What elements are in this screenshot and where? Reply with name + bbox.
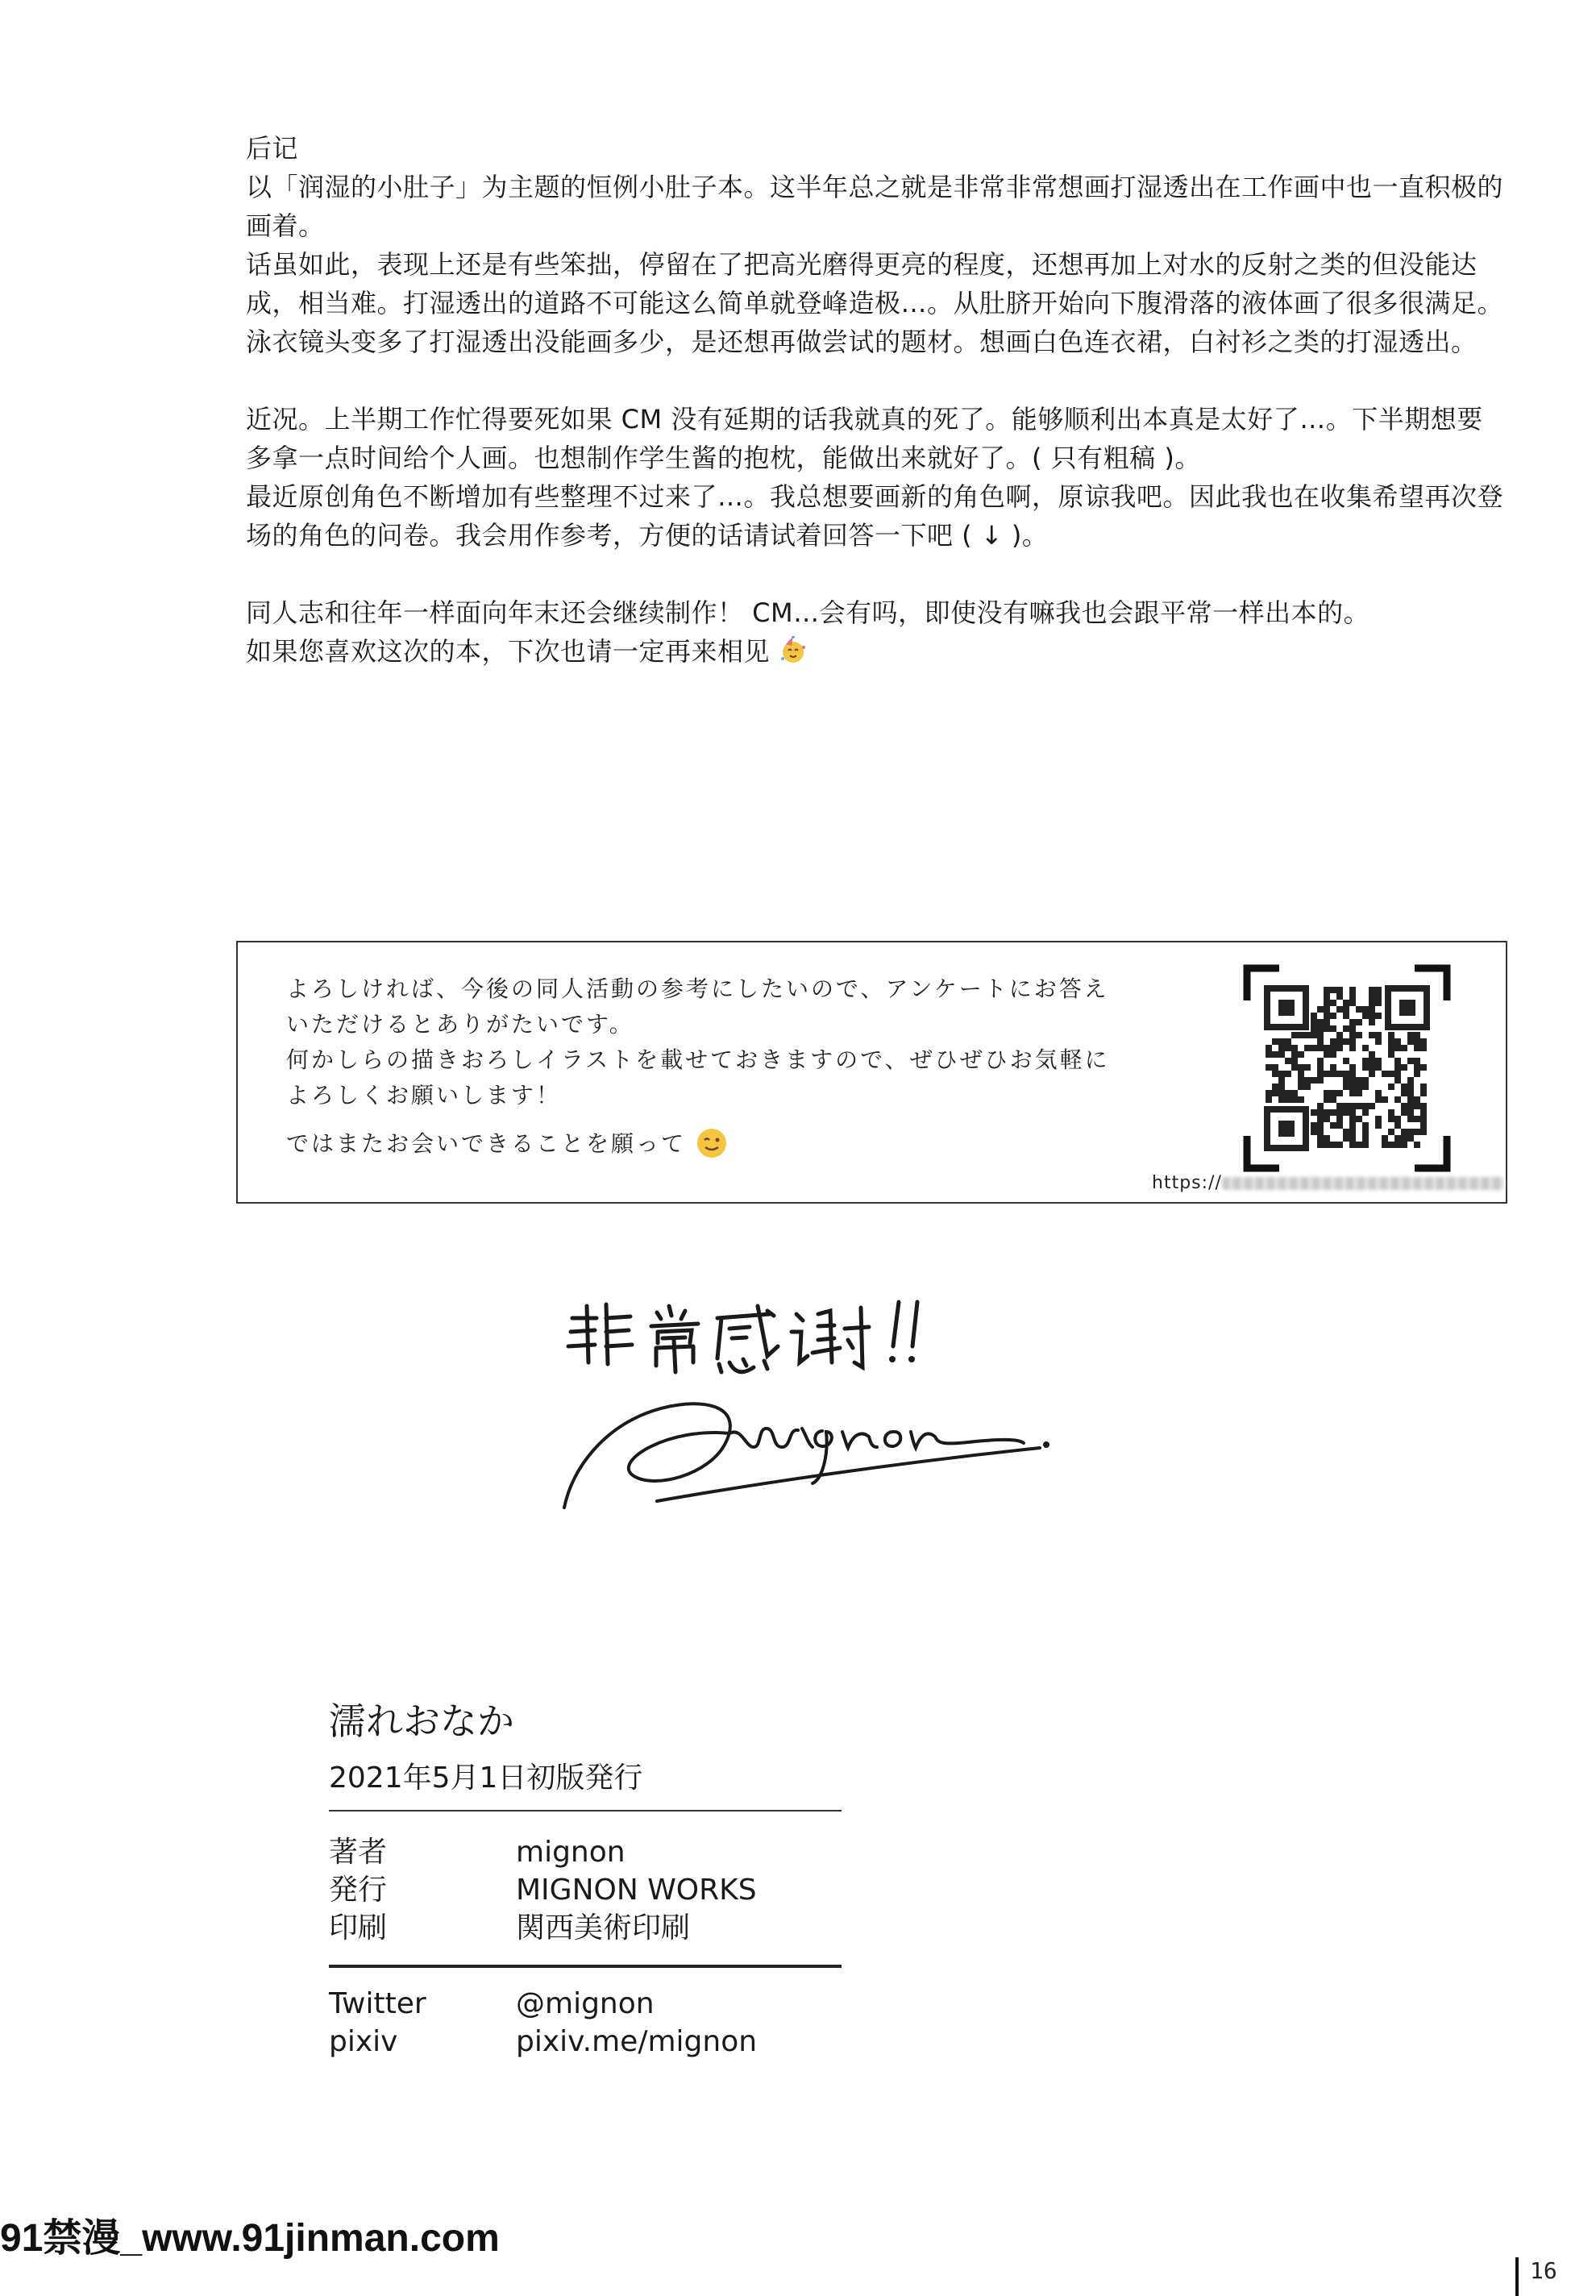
afterword-closing [246,632,1503,671]
afterword [246,129,1503,671]
handwritten-signature [556,1282,1169,1524]
survey-line: よろしければ、今後の同人活動の参考にしたいので、アンケートにお答え [286,975,1109,1002]
colophon-link-row [329,1986,655,2023]
divider [329,1965,842,1968]
qr-code-icon[interactable] [1243,964,1451,1172]
colophon-label: 印刷 [329,1911,388,1945]
pixiv-link[interactable]: pixiv.me/mignon [516,2025,758,2058]
colophon-row [329,1872,757,1909]
afterword-paragraph: 话虽如此，表现上还是有些笨拙，停留在了把高光磨得更亮的程度，还想再加上对水的反射之类的但没能达成，相当难。打湿透出的道路不可能这么简单就登峰造极…。从肚脐开始向下腹滑落的液体画了很多很满足。 [246,249,1504,318]
survey-closing-text: ではまたお会いできることを願って [286,1130,687,1157]
afterword-paragraph: 泳衣镜头变多了打湿透出没能画多少，是还想再做尝试的题材。想画白色连衣裙，白衬衫之类的打湿透出。 [246,327,1478,357]
colophon-label: 発行 [329,1874,388,1907]
afterword-heading: 后记 [246,133,299,164]
colophon-label: pixiv [329,2025,398,2058]
party-face-icon [779,636,808,665]
afterword-paragraph: 以「润湿的小肚子」为主题的恒例小肚子本。这半年总之就是非常非常想画打湿透出在工作画中也一直积极的画着。 [246,172,1504,241]
page-marker [1515,2257,1519,2296]
colophon-row [329,1834,626,1871]
afterword-paragraph: 近况。上半期工作忙得要死如果 CM 没有延期的话我就真的死了。能够顺利出本真是太好了…。下半期想要多拿一点时间给个人画。也想制作学生酱的抱枕，能做出来就好了。( 只有粗稿 )。 [246,404,1483,473]
colophon-value: 関西美術印刷 [516,1911,691,1945]
survey-url[interactable] [1152,1173,1504,1193]
afterword-paragraph: 同人志和往年一样面向年末还会继续制作！ CM…会有吗，即使没有嘛我也会跟平常一样出本的。 [246,597,1370,628]
page-number: 16 [1530,2257,1557,2284]
survey-url-prefix: https:// [1152,1173,1222,1193]
colophon-value: mignon [516,1836,626,1869]
survey-line: 何かしらの描きおろしイラストを載せておきますので、ぜひぜひお気軽に [286,1046,1110,1073]
survey-url-blurred [1222,1177,1504,1190]
afterword-closing-text: 如果您喜欢这次的本，下次也请一定再来相见 [246,636,771,667]
afterword-paragraph: 最近原创角色不断增加有些整理不过来了…。我总想要画新的角色啊，原谅我吧。因此我也在收集希望再次登场的角色的问卷。我会用作参考，方便的话请试着回答一下吧 ( ↓ )。 [246,481,1504,551]
colophon-row [329,1910,690,1947]
colophon-label: Twitter [329,1987,426,2020]
publish-date: 2021年5月1日初版発行 [329,1762,643,1795]
survey-closing [286,1126,1165,1162]
colophon-link-row [329,2024,757,2061]
survey-text [286,971,1165,1162]
colophon-value: MIGNON WORKS [516,1874,757,1907]
survey-box [236,941,1507,1204]
survey-line: よろしくお願いします！ [286,1082,562,1108]
survey-line: いただけるとありがたいです。 [286,1011,634,1038]
twitter-handle[interactable]: @mignon [516,1987,655,2020]
colophon-label: 著者 [329,1836,388,1869]
winking-face-icon [696,1127,728,1159]
book-title: 濡れおなか [329,1699,514,1743]
watermark: 91禁漫_www.91jinman.com [0,2217,500,2260]
divider [329,1810,842,1811]
